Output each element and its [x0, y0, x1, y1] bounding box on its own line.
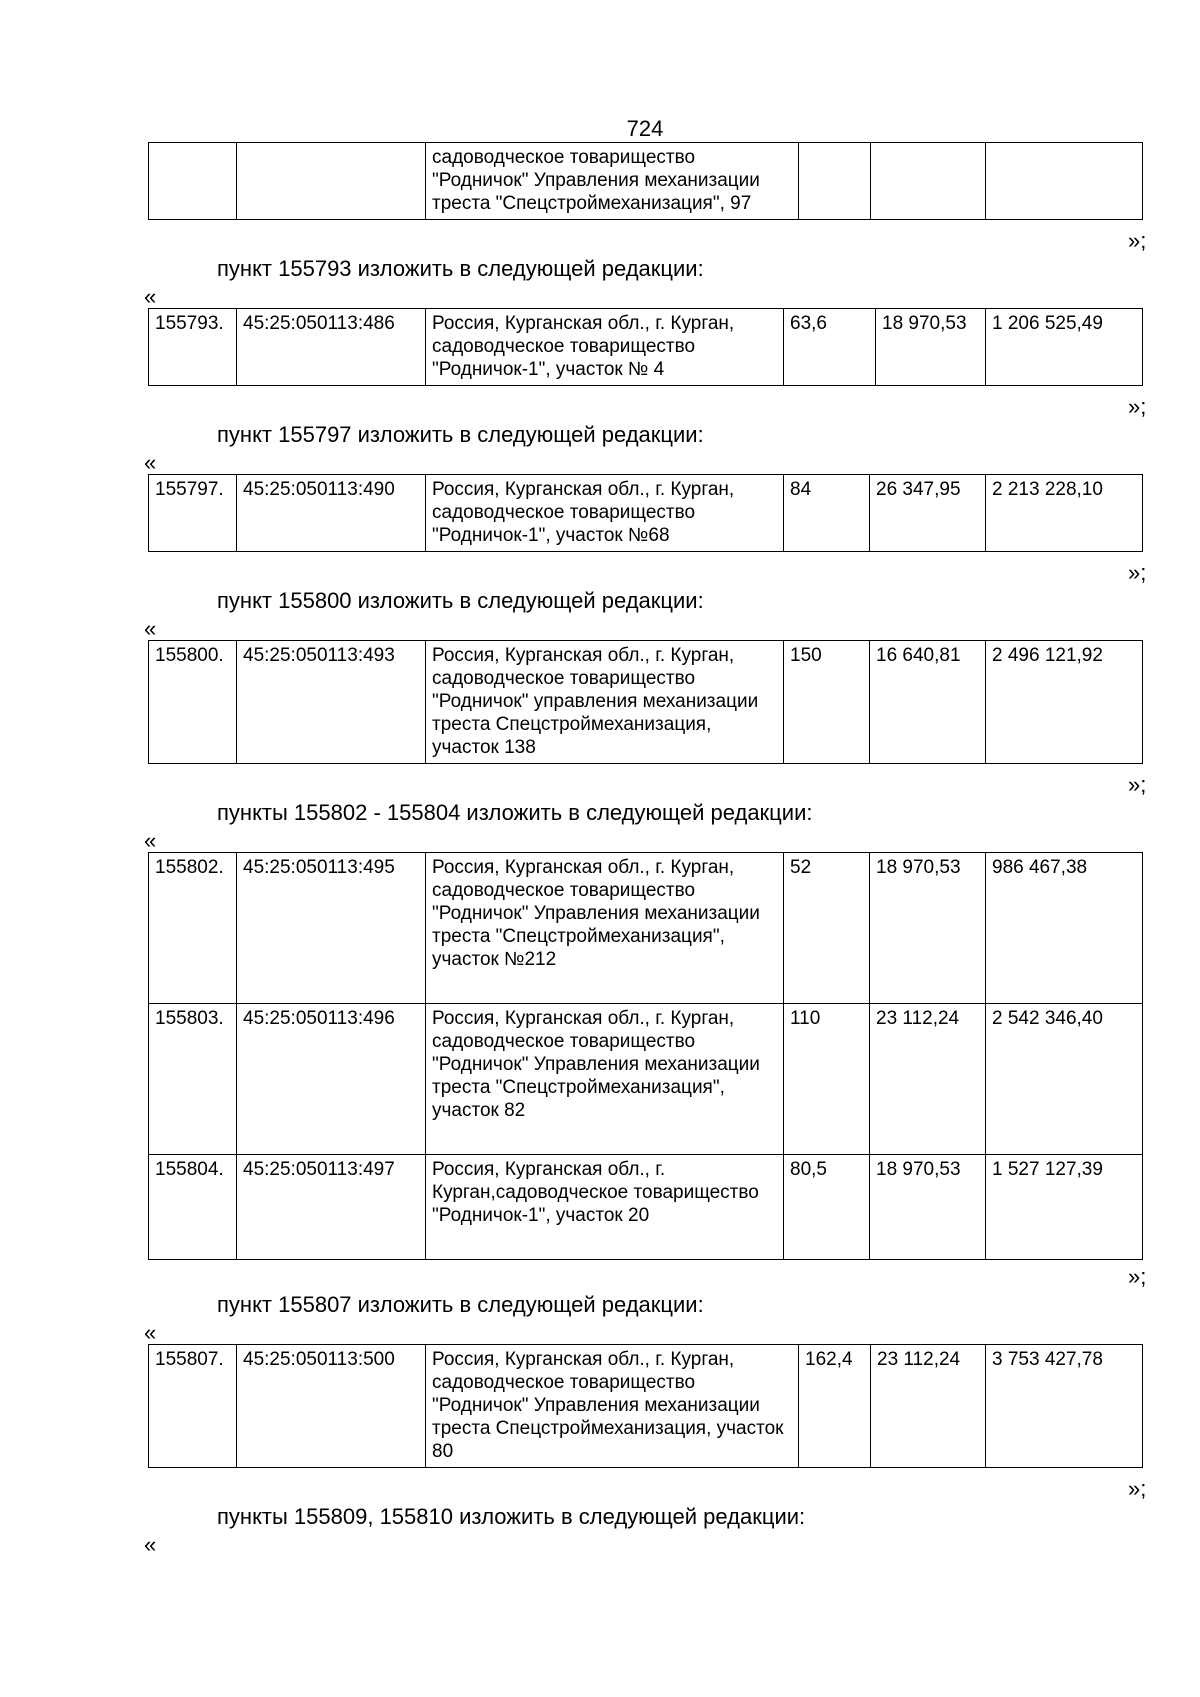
table-row [149, 309, 1143, 386]
table-155807 [148, 1344, 1143, 1468]
open-quote: « [144, 616, 157, 641]
cell-price: 23 112,24 [870, 1004, 986, 1155]
cell-num: 155793. [149, 309, 237, 386]
instruction-155807: пункт 155807 изложить в следующей редакции: [217, 1292, 704, 1317]
cell-price: 16 640,81 [870, 641, 986, 764]
cell-cadastral: 45:25:050113:490 [237, 475, 426, 552]
cell-num: 155803. [149, 1004, 237, 1155]
cell-address: Россия, Курганская обл., г. Курган, садоводческое товарищество "Родничок" Управления механизации треста "Спецстроймеханизация", участок 82 [426, 1004, 784, 1155]
table-155802-block [148, 852, 1143, 1260]
table-row [149, 1155, 1143, 1260]
cell-address: Россия, Курганская обл., г. Курган, садоводческое товарищество "Родничок-1", участок № 4 [426, 309, 784, 386]
cell-num: 155797. [149, 475, 237, 552]
cell-price: 18 970,53 [870, 1155, 986, 1260]
cell-value: 2 213 228,10 [986, 475, 1143, 552]
cell-price: 26 347,95 [870, 475, 986, 552]
cell-address: Россия, Курганская обл., г. Курган, садоводческое товарищество "Родничок-1", участок №68 [426, 475, 784, 552]
table-155800-block [148, 640, 1143, 764]
cell-value: 2 542 346,40 [986, 1004, 1143, 1155]
table-row [149, 143, 1143, 220]
cell-value: 986 467,38 [986, 853, 1143, 1004]
close-quote: »; [1128, 560, 1147, 585]
cell-price [871, 143, 986, 220]
close-quote: »; [1128, 394, 1147, 419]
table-155802-155804 [148, 852, 1143, 1260]
cell-value: 2 496 121,92 [986, 641, 1143, 764]
table-row [149, 641, 1143, 764]
table-row [149, 853, 1143, 1004]
cell-price: 23 112,24 [871, 1345, 986, 1468]
table-row [149, 1345, 1143, 1468]
continuation-table [148, 142, 1143, 220]
cell-value [986, 143, 1143, 220]
cell-num [149, 143, 237, 220]
close-quote: »; [1128, 772, 1147, 797]
instruction-155793: пункт 155793 изложить в следующей редакции: [217, 256, 704, 281]
cell-cadastral: 45:25:050113:486 [237, 309, 426, 386]
table-155793-block [148, 308, 1143, 386]
cell-address: Россия, Курганская обл., г. Курган, садоводческое товарищество "Родничок" Управления механизации треста "Спецстроймеханизация", участок №212 [426, 853, 784, 1004]
instruction-155800: пункт 155800 изложить в следующей редакции: [217, 588, 704, 613]
cell-area: 80,5 [784, 1155, 870, 1260]
cell-cadastral: 45:25:050113:493 [237, 641, 426, 764]
cell-value: 1 206 525,49 [986, 309, 1143, 386]
table-155797-block [148, 474, 1143, 552]
open-quote: « [144, 828, 157, 853]
cell-area: 63,6 [784, 309, 876, 386]
table-155797 [148, 474, 1143, 552]
cell-num: 155802. [149, 853, 237, 1004]
open-quote: « [144, 1320, 157, 1345]
cell-num: 155800. [149, 641, 237, 764]
table-155807-block [148, 1344, 1143, 1468]
table-155793 [148, 308, 1143, 386]
instruction-155802-155804: пункты 155802 - 155804 изложить в следующей редакции: [217, 800, 813, 825]
cell-cadastral: 45:25:050113:500 [237, 1345, 426, 1468]
cell-cadastral: 45:25:050113:496 [237, 1004, 426, 1155]
cell-area: 110 [784, 1004, 870, 1155]
page-number: 724 [626, 116, 664, 141]
table-row [149, 1004, 1143, 1155]
cell-cadastral: 45:25:050113:497 [237, 1155, 426, 1260]
cell-address: Россия, Курганская обл., г. Курган, садоводческое товарищество "Родничок" Управления механизации треста Спецстроймеханизация, участок 80 [426, 1345, 799, 1468]
open-quote: « [144, 1532, 157, 1557]
cell-cadastral [237, 143, 426, 220]
continuation-table-block [148, 142, 1143, 220]
cell-area: 150 [784, 641, 870, 764]
cell-address: Россия, Курганская обл., г. Курган, садоводческое товарищество "Родничок" управления механизации треста Спецстроймеханизация, участок 138 [426, 641, 784, 764]
open-quote: « [144, 284, 157, 309]
cell-cadastral: 45:25:050113:495 [237, 853, 426, 1004]
cell-area [799, 143, 871, 220]
instruction-155809-155810: пункты 155809, 155810 изложить в следующей редакции: [217, 1504, 806, 1529]
cell-price: 18 970,53 [870, 853, 986, 1004]
open-quote: « [144, 450, 157, 475]
cell-value: 1 527 127,39 [986, 1155, 1143, 1260]
table-155800 [148, 640, 1143, 764]
cell-num: 155807. [149, 1345, 237, 1468]
close-quote: »; [1128, 1264, 1147, 1289]
close-quote: »; [1128, 228, 1147, 253]
cell-address: Россия, Курганская обл., г. Курган,садоводческое товарищество "Родничок-1", участок 20 [426, 1155, 784, 1260]
close-quote: »; [1128, 1476, 1147, 1501]
cell-price: 18 970,53 [876, 309, 986, 386]
instruction-155797: пункт 155797 изложить в следующей редакции: [217, 422, 704, 447]
cell-value: 3 753 427,78 [986, 1345, 1143, 1468]
cell-area: 162,4 [799, 1345, 871, 1468]
table-row [149, 475, 1143, 552]
cell-num: 155804. [149, 1155, 237, 1260]
cell-address: садоводческое товарищество "Родничок" Управления механизации треста "Спецстроймеханизация", 97 [426, 143, 799, 220]
cell-area: 52 [784, 853, 870, 1004]
cell-area: 84 [784, 475, 870, 552]
